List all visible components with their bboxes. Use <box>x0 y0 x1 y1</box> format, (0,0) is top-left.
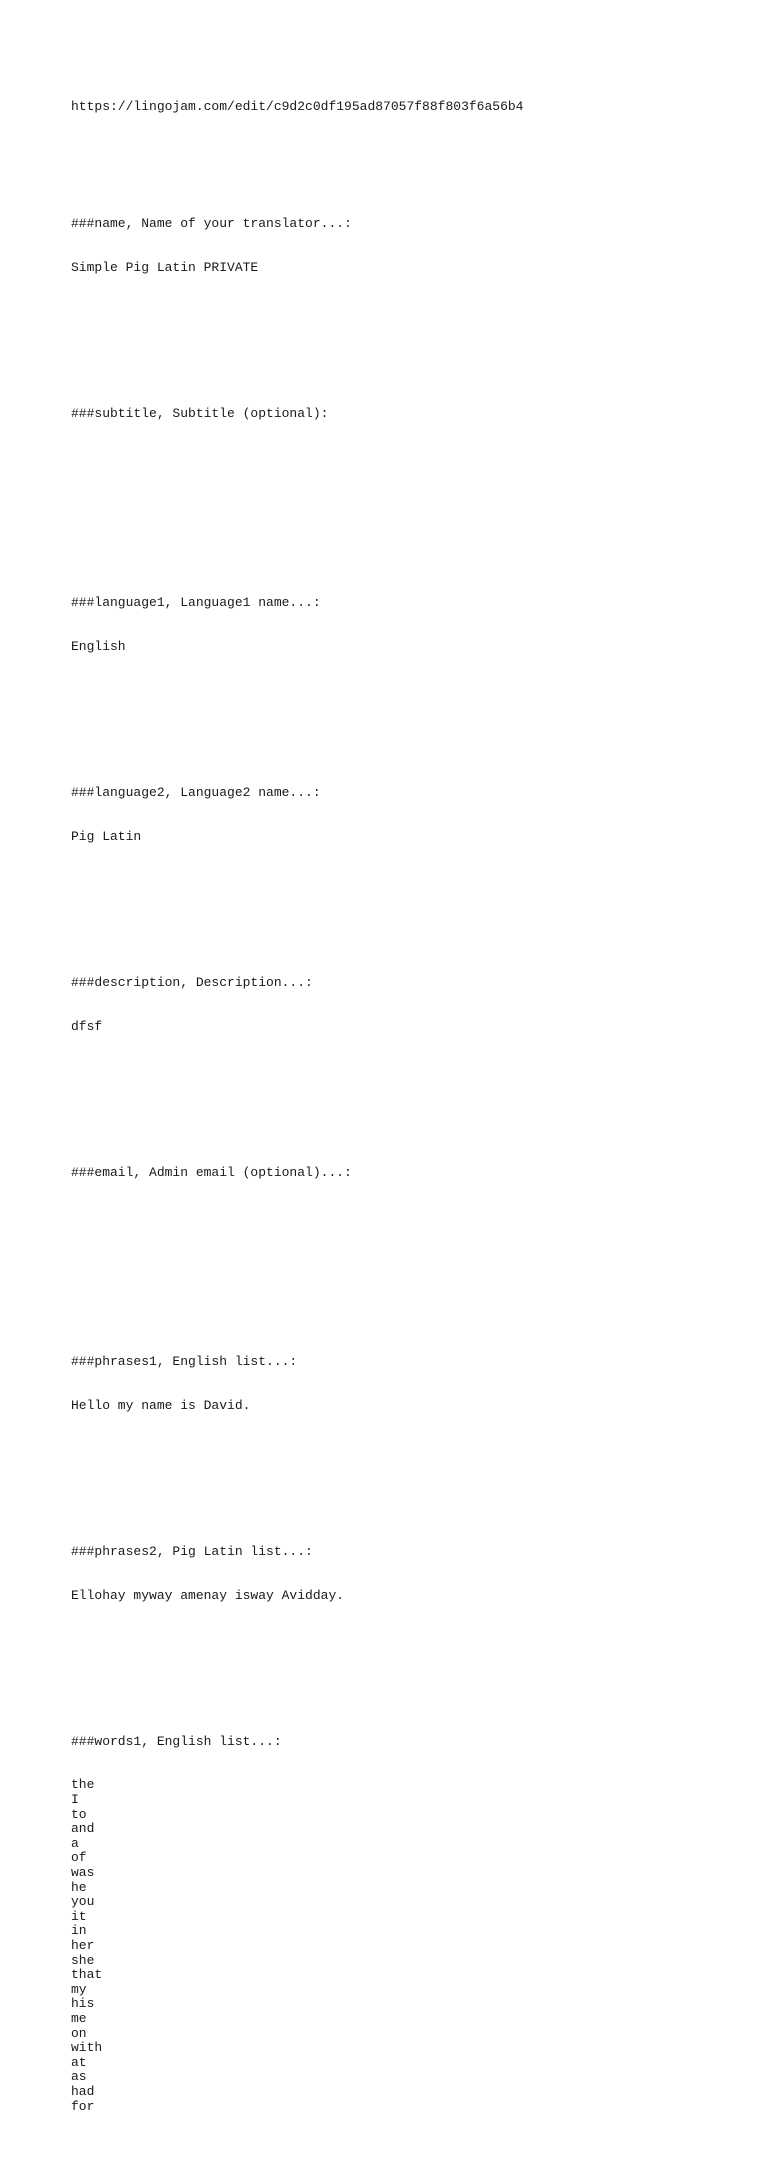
list-item: a <box>71 1835 79 1851</box>
field-label: ###language1, Language1 name...: <box>71 595 321 611</box>
field-value: English <box>71 639 126 655</box>
list-item: as <box>71 2069 87 2085</box>
word-list <box>71 1778 731 2114</box>
field-label: ###phrases1, English list...: <box>71 1354 298 1370</box>
field-value: Ellohay myway amenay isway Avidday. <box>71 1587 345 1603</box>
field-phrases2 <box>71 1516 731 1633</box>
field-label: ###name, Name of your translator...: <box>71 215 352 231</box>
field-phrases1 <box>71 1326 731 1443</box>
field-label: ###subtitle, Subtitle (optional): <box>71 405 329 421</box>
field-label: ###words1, English list...: <box>71 1733 282 1749</box>
field-description <box>71 947 731 1064</box>
list-item: on <box>71 2025 87 2041</box>
field-value: Hello my name is David. <box>71 1398 251 1414</box>
list-item: he <box>71 1879 87 1895</box>
list-item: me <box>71 2010 87 2026</box>
list-item: my <box>71 1981 87 1997</box>
list-item: she <box>71 1952 95 1968</box>
field-label: ###phrases2, Pig Latin list...: <box>71 1543 313 1559</box>
list-item: her <box>71 1938 95 1953</box>
field-subtitle <box>71 377 731 494</box>
field-email <box>71 1136 731 1253</box>
field-words1 <box>71 1706 731 2144</box>
list-item: you <box>71 1894 95 1910</box>
field-value: Simple Pig Latin PRIVATE <box>71 259 259 275</box>
field-language2 <box>71 757 731 874</box>
field-language1 <box>71 567 731 684</box>
document-page <box>71 71 731 2158</box>
field-value <box>71 1209 731 1224</box>
list-item: it <box>71 1908 87 1924</box>
field-name <box>71 188 731 305</box>
field-label: ###email, Admin email (optional)...: <box>71 1164 352 1180</box>
list-item: had <box>71 2083 95 2099</box>
list-item: of <box>71 1850 87 1866</box>
field-label: ###description, Description...: <box>71 974 313 990</box>
list-item: that <box>71 1967 103 1983</box>
list-item: and <box>71 1821 95 1837</box>
list-item: to <box>71 1806 87 1822</box>
page-url: https://lingojam.com/edit/c9d2c0df195ad87057f88f803f6a56b4 <box>71 99 524 115</box>
field-value <box>71 450 731 465</box>
list-item: at <box>71 2054 87 2070</box>
field-label: ###language2, Language2 name...: <box>71 785 321 801</box>
list-item: with <box>71 2040 103 2056</box>
list-item: for <box>71 2098 95 2114</box>
list-item: I <box>71 1792 79 1808</box>
list-item: was <box>71 1865 95 1881</box>
list-item: his <box>71 1996 95 2012</box>
list-item: in <box>71 1923 87 1939</box>
field-value: dfsf <box>71 1018 103 1034</box>
list-item: the <box>71 1777 95 1793</box>
field-value: Pig Latin <box>71 828 142 844</box>
